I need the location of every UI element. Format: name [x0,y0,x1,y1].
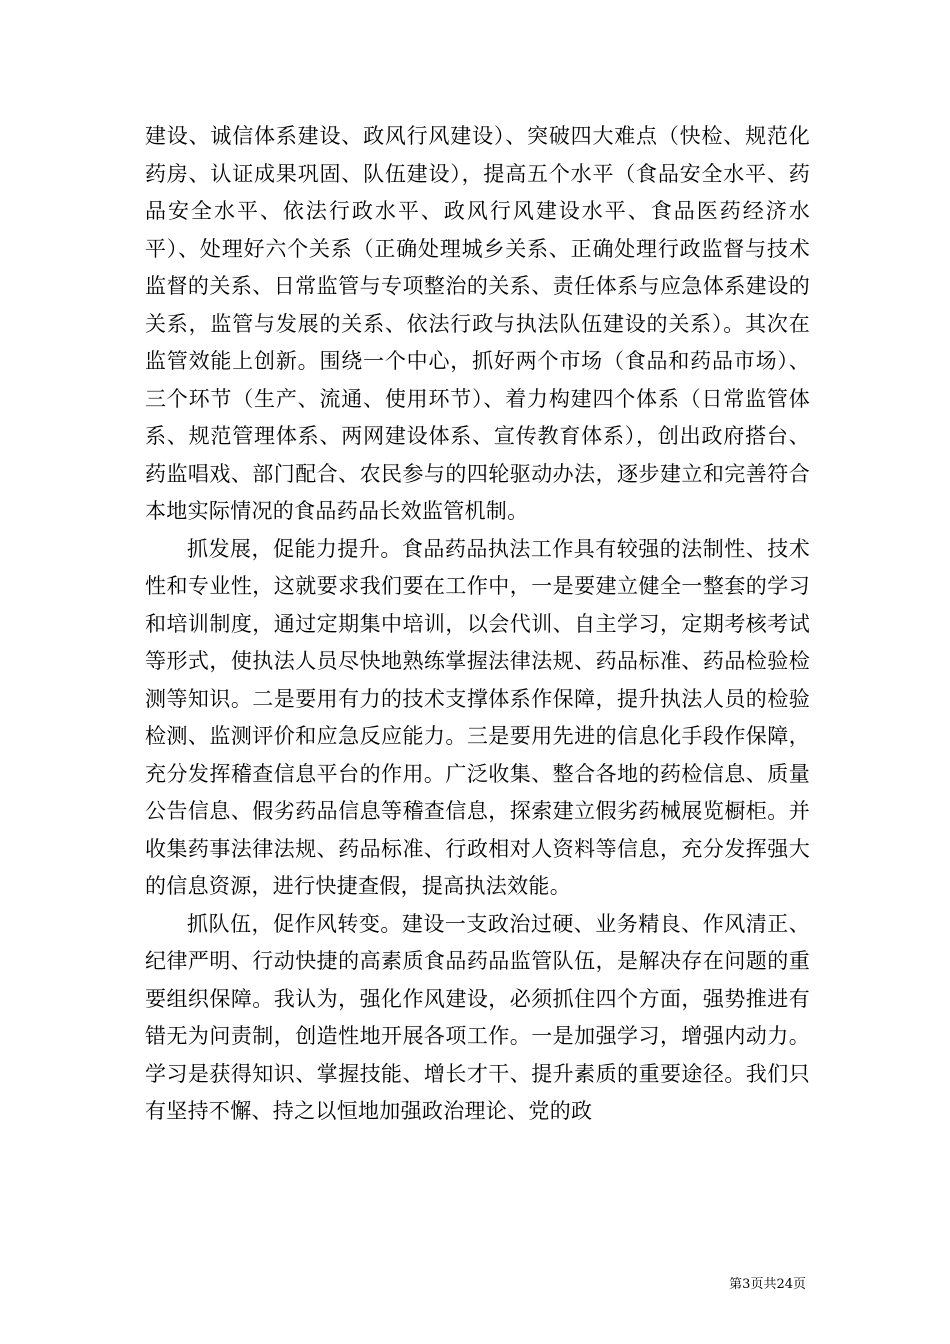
page-number-footer: 第3页共24页 [729,1277,806,1292]
paragraph-team: 抓队伍，促作风转变。建设一支政治过硬、业务精良、作风清正、纪律严明、行动快捷的高素质食品药品监管队伍，是解决存在问题的重要组织保障。我认为，强化作风建设，必须抓住四个方面，强势推进有错无为问责制，创造性地开展各项工作。一是加强学习，增强内动力。学习是获得知识、掌握技能、增长才干、提升素质的重要途径。我们只有坚持不懈、持之以恒地加强政治理论、党的政 [145,911,810,1123]
document-body [145,118,810,1131]
paragraph-continuation: 建设、诚信体系建设、政风行风建设）、突破四大难点（快检、规范化药房、认证成果巩固、队伍建设），提高五个水平（食品安全水平、药品安全水平、依法行政水平、政风行风建设水平、食品医药经济水平）、处理好六个关系（正确处理城乡关系、正确处理行政监督与技术监督的关系、日常监管与专项整治的关系、责任体系与应急体系建设的关系，监管与发展的关系、依法行政与执法队伍建设的关系）。其次在监管效能上创新。围绕一个中心，抓好两个市场（食品和药品市场）、三个环节（生产、流通、使用环节）、着力构建四个体系（日常监管体系、规范管理体系、两网建设体系、宣传教育体系），创出政府搭台、药监唱戏、部门配合、农民参与的四轮驱动办法，逐步建立和完善符合本地实际情况的食品药品长效监管机制。 [145,124,810,523]
paragraph-development: 抓发展，促能力提升。食品药品执法工作具有较强的法制性、技术性和专业性，这就要求我们要在工作中，一是要建立健全一整套的学习和培训制度，通过定期集中培训，以会代训、自主学习，定期考核考试等形式，使执法人员尽快地熟练掌握法律法规、药品标准、药品检验检测等知识。二是要用有力的技术支撑体系作保障，提升执法人员的检验检测、监测评价和应急反应能力。三是要用先进的信息化手段作保障，充分发挥稽查信息平台的作用。广泛收集、整合各地的药检信息、质量公告信息、假劣药品信息等稽查信息，探索建立假劣药械展览橱柜。并收集药事法律法规、药品标准、行政相对人资料等信息，充分发挥强大的信息资源，进行快捷查假，提高执法效能。 [145,536,810,898]
